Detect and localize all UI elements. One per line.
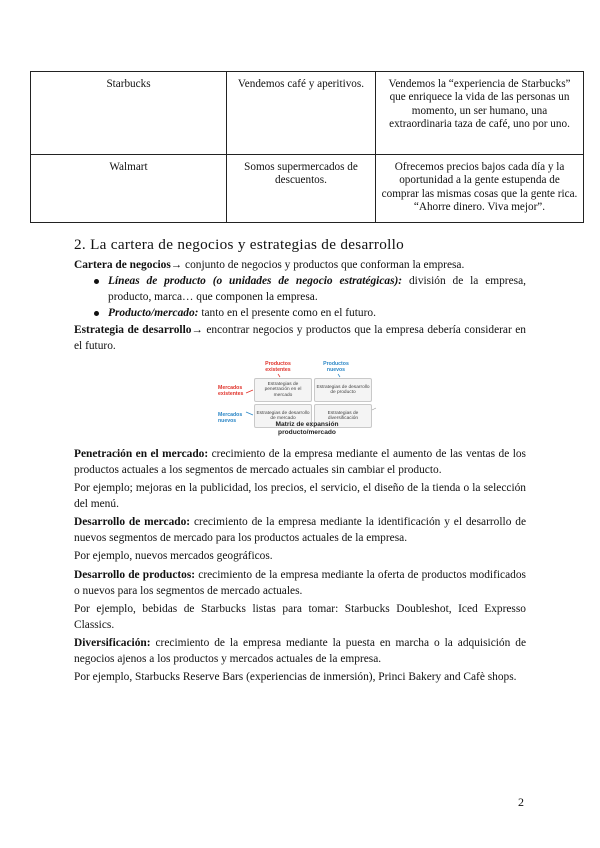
- paragraph-text: Por ejemplo, Starbucks Reserve Bars (experiencias de inmersión), Princi Bakery and Cafè shops.: [74, 671, 517, 683]
- table-cell: Vendemos la “experiencia de Starbucks” que enriquece la vida de las personas un momento, un ser humano, una extraordinaria taza de café, uno por uno.: [376, 72, 584, 155]
- column-header-existing: Productos existentes: [265, 361, 291, 373]
- paragraph: [74, 480, 526, 512]
- paragraph-text: Por ejemplo, bebidas de Starbucks listas para tomar: Starbucks Doubleshot, Iced Expresso Classics.: [74, 603, 526, 632]
- row-header-new: Mercados nuevos: [218, 412, 243, 424]
- arrow-line: [246, 412, 253, 415]
- mission-table: [30, 71, 584, 223]
- estrategia-term: Estrategia de desarrollo: [74, 324, 192, 336]
- arrow-line: [246, 390, 253, 393]
- paragraph: [74, 635, 526, 667]
- row-header-existing: Mercados existentes: [218, 385, 244, 397]
- bullet-term: Líneas de producto (o unidades de negocio estratégicas):: [108, 275, 403, 287]
- cartera-definition: [74, 257, 534, 273]
- arrow-line: [338, 374, 340, 377]
- matrix-cell-penetration: Estrategias de penetración en el mercado: [254, 378, 312, 402]
- matrix-cell-product-development: Estrategias de desarrollo de producto: [314, 378, 372, 402]
- paragraph-text: crecimiento de la empresa mediante la oferta de productos modificados o nuevos para los segmentos de mercado actuales.: [74, 569, 526, 598]
- estrategia-text: encontrar negocios y productos que la empresa debería considerar en el futuro.: [74, 324, 526, 353]
- matrix-arrows: [218, 360, 383, 460]
- paragraph-term: Desarrollo de productos:: [74, 569, 196, 581]
- column-header-new: Productos nuevos: [323, 361, 349, 373]
- arrow-line: [372, 408, 376, 410]
- bullet-icon: [94, 279, 99, 284]
- paragraph-text: crecimiento de la empresa mediante la puesta en marcha o la adquisición de negocios ajenos a los productos y mercados actuales de la empresa.: [74, 637, 526, 666]
- paragraph: [74, 514, 526, 546]
- paragraph: [74, 446, 526, 478]
- paragraph-text: Por ejemplo, nuevos mercados geográficos.: [74, 550, 273, 562]
- page-number: 2: [518, 795, 524, 809]
- estrategia-definition: [74, 322, 526, 354]
- arrow-line: [278, 374, 280, 377]
- table-cell: Starbucks: [31, 72, 227, 155]
- bullet-icon: [94, 311, 99, 316]
- table-cell: Vendemos café y aperitivos.: [227, 72, 376, 155]
- paragraph: [74, 548, 526, 564]
- matrix-cell-diversification: Estrategias de diversificación: [314, 404, 372, 428]
- arrow-glyph: →: [191, 324, 203, 336]
- paragraph: [74, 669, 526, 685]
- paragraph-term: Penetración en el mercado:: [74, 448, 209, 460]
- table-cell: Ofrecemos precios bajos cada día y la oportunidad a la gente estupenda de comprar las mismas cosas que la gente rica. “Ahorre dinero. Viva mejor”.: [376, 155, 584, 223]
- paragraph: [74, 601, 526, 633]
- bullet-term: Producto/mercado:: [108, 307, 199, 319]
- section-heading: 2. La cartera de negocios y estrategias de desarrollo: [74, 236, 405, 253]
- table-row: [31, 155, 584, 223]
- bullet-text: tanto en el presente como en el futuro.: [198, 307, 376, 319]
- matrix-cell-market-development: Estrategias de desarrollo de mercado: [254, 404, 312, 428]
- arrow-glyph: →: [170, 259, 183, 271]
- table-cell: Somos supermercados de descuentos.: [227, 155, 376, 223]
- bullet-item: [108, 273, 526, 305]
- paragraph-term: Desarrollo de mercado:: [74, 516, 191, 528]
- paragraph-term: Diversificación:: [74, 637, 151, 649]
- paragraph: [74, 567, 526, 599]
- paragraph-text: crecimiento de la empresa mediante la identificación y el desarrollo de nuevos segmentos de mercado para los productos actuales de la empresa.: [74, 516, 526, 545]
- table-cell: Walmart: [31, 155, 227, 223]
- figure-caption: Matriz de expansión producto/mercado: [275, 421, 339, 436]
- table-row: [31, 72, 584, 155]
- paragraph-text: crecimiento de la empresa mediante el aumento de las ventas de los productos actuales a los segmentos de mercado actuales sin cambiar el producto.: [74, 448, 526, 477]
- paragraph-text: Por ejemplo; mejoras en la publicidad, los precios, el servicio, el diseño de la tienda o la selección del menú.: [74, 482, 526, 511]
- expansion-matrix-figure: [218, 360, 383, 460]
- cartera-text: conjunto de negocios y productos que conforman la empresa.: [182, 259, 465, 271]
- bullet-text: división de la empresa, producto, marca… que componen la empresa.: [108, 275, 526, 304]
- cartera-term: Cartera de negocios: [74, 259, 171, 271]
- bullet-item: [108, 305, 526, 321]
